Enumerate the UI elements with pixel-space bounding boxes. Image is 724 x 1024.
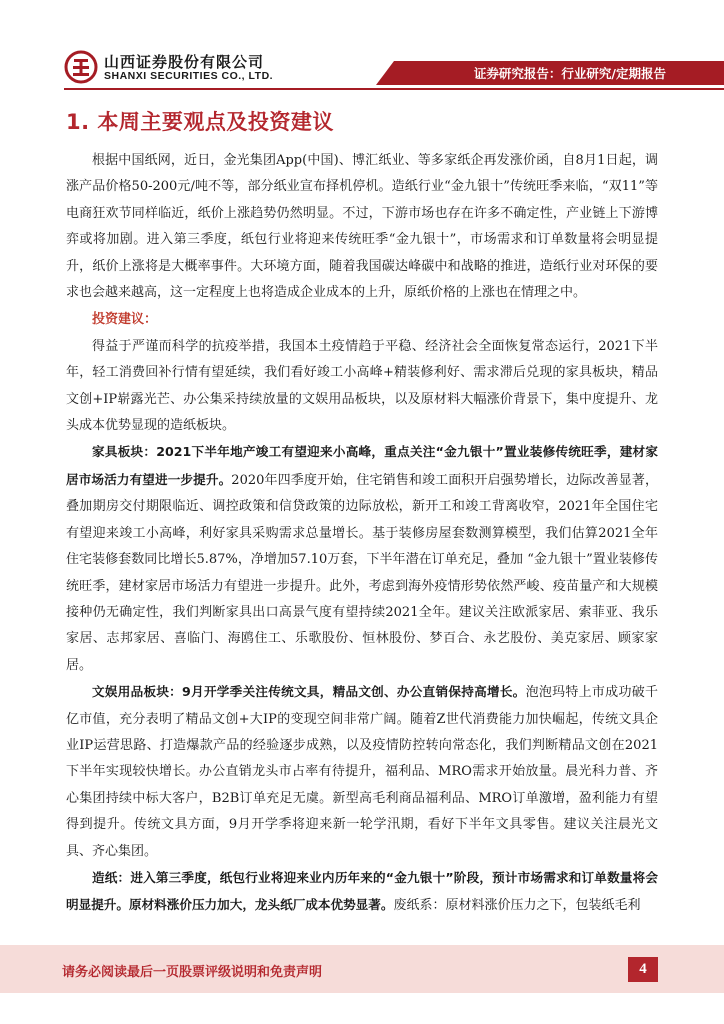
- paragraph-investment: 得益于严谨而科学的抗疫举措，我国本土疫情趋于平稳、经济社会全面恢复常态运行，2021下半年，轻工消费回补行情有望延续，我们看好竣工小高峰+精装修利好、需求滞后兑现的家具板块，精品文创+IP崭露光芒、办公集采持续放量的文娱用品板块，以及原材料大幅涨价背景下，集中度提升、龙头成本优势显现的造纸板块。: [66, 338, 658, 434]
- paper-heading: 造纸：进入第三季度，纸包行业将迎来业内历年来的“金九银十”阶段，预计市场需求和订单数量将会明显提升。原材料涨价压力加大，龙头纸厂成本优势显著。: [66, 869, 658, 913]
- paper-text: 废纸系：原材料涨价压力之下，包装纸毛利: [393, 898, 641, 914]
- disclaimer-notice: 请务必阅读最后一页股票评级说明和免责声明: [62, 965, 323, 980]
- furniture-heading: 家具板块：2021下半年地产竣工有望迎来小高峰，重点关注“金九银十”置业装修传统旺季，建材家居市场活力有望进一步提升。: [66, 444, 658, 487]
- section-title: 1. 本周主要观点及投资建议: [66, 110, 334, 134]
- shanxi-securities-logo-icon: [64, 50, 98, 84]
- report-body: [66, 148, 658, 920]
- investment-advice-label: 投资建议：: [92, 312, 158, 328]
- paragraph-furniture: [66, 439, 658, 679]
- paragraph-stationery: [66, 679, 658, 865]
- stationery-text: 泡泡玛特上市成功破千亿市值，充分表明了精品文创+大IP的变现空间非常广阔。随着Z世代消费能力加快崛起，传统文具企业IP运营思路、打造爆款产品的经验逐步成熟，以及疫情防控转向常态化，我们判断精品文创在2021下半年实现较快增长。办公直销龙头市占率有待提升，福利品、MRO需求开始放量。晨光科力普、齐心集团持续中标大客户，B2B订单充足无虞。新型高毛利商品福利品、MRO订单激增，盈利能力有望得到提升。传统文具方面，9月开学季将迎来新一轮学汛期，看好下半年文具零售。建议关注晨光文具、齐心集团。: [66, 685, 658, 859]
- stationery-heading: 文娱用品板块：9月开学季关注传统文具，精品文创、办公直销保持高增长。: [92, 684, 526, 700]
- page-header: [0, 0, 724, 95]
- paragraph-intro: 根据中国纸网，近日，金光集团App(中国)、博汇纸业、等多家纸企再发涨价函，自8月1日起，调涨产品价格50-200元/吨不等，部分纸业宣布择机停机。造纸行业“金九银十”传统旺季来临，“双11”等电商狂欢节同样临近，纸价上涨趋势仍然明显。不过，下游市场也存在许多不确定性，产业链上下游博弈或将加剧。进入第三季度，纸包行业将迎来传统旺季“金九银十”，市场需求和订单数量将会明显提升，纸价上涨将是大概率事件。大环境方面，随着我国碳达峰碳中和战略的推进，造纸行业对环保的要求也会越来越高，这一定程度上也将造成企业成本的上升，原纸价格的上涨也在情理之中。: [66, 153, 658, 301]
- header-divider: [64, 88, 724, 90]
- company-name-cn: 山西证券股份有限公司: [104, 53, 265, 71]
- furniture-text: 2020年四季度开始，住宅销售和竣工面积开启强势增长，边际改善显著，叠加期房交付期限临近、调控政策和信贷政策的边际放松，新开工和竣工背离收窄，2021年全国住宅有望迎来竣工小高峰，利好家具采购需求总量增长。基于装修房屋套数测算模型，我们估算2021全年住宅装修套数同比增长5.87%，净增加57.10万套，下半年潜在订单充足，叠加 “金九银十”置业装修传统旺季，建材家居市场活力有望进一步提升。此外，考虑到海外疫情形势依然严峻、疫苗量产和大规模接种仍无确定性，我们判断家具出口高景气度有望持续2021全年。建议关注欧派家居、索菲亚、我乐家居、志邦家居、喜临门、海鸥住工、乐歌股份、恒林股份、梦百合、永艺股份、美克家居、顾家家居。: [66, 472, 659, 673]
- report-type: 证券研究报告：行业研究/定期报告: [473, 66, 666, 81]
- company-name-en: SHANXI SECURITIES CO., LTD.: [104, 70, 274, 82]
- page-number: 4: [628, 957, 658, 982]
- paragraph-paper: [66, 865, 658, 920]
